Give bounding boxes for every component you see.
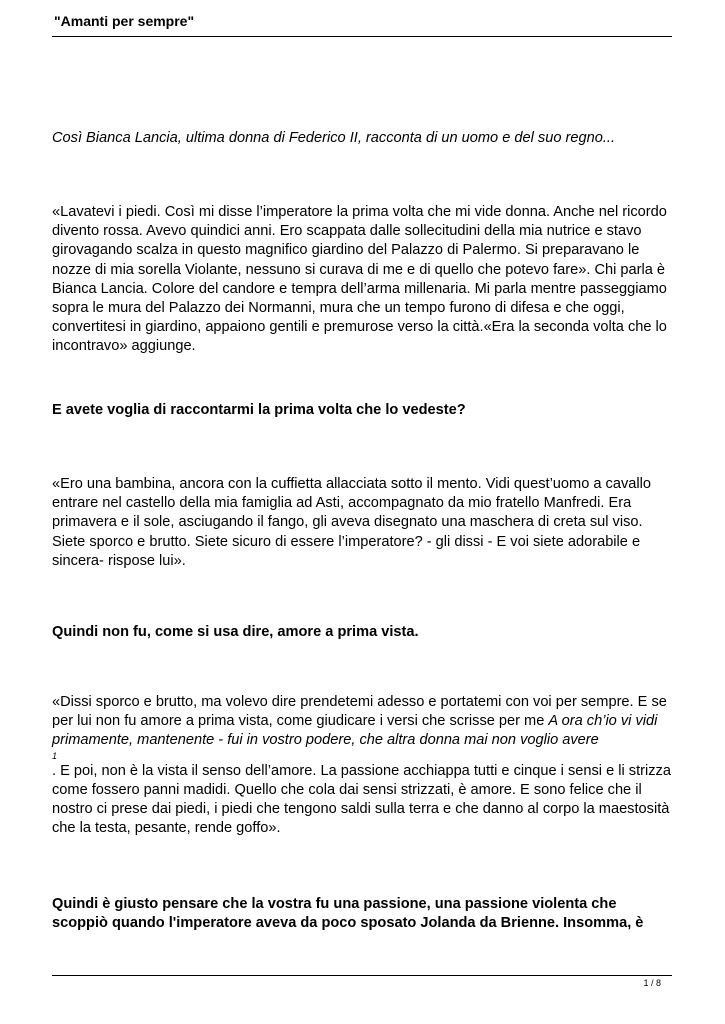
footer-divider	[52, 975, 672, 976]
document-header-title: "Amanti per sempre"	[54, 13, 195, 29]
page-number: 1 / 8	[643, 978, 661, 988]
intro-paragraph: Così Bianca Lancia, ultima donna di Federico II, racconta di un uomo e del suo regno...	[52, 130, 615, 146]
question-3: Quindi è giusto pensare che la vostra fu una passione, una passione violenta che scoppiò quando l'imperatore aveva da poco sposato Jolanda da Brienne. Insomma, è	[52, 896, 644, 932]
poem-quote: A ora ch’io vi vidi primamente, mantenente - fui in vostro podere, che altra donna mai non voglio avere	[52, 713, 658, 749]
question-2: Quindi non fu, come si usa dire, amore a prima vista.	[52, 624, 419, 640]
paragraph-1: «Lavatevi i piedi. Così mi disse l’imperatore la prima volta che mi vide donna. Anche nel ricordo divento rossa. Avevo quindici anni. Ero scappata dalle sollecitudini della mia nutrice e stavo girovagando scalza in questo magnifico giardino del Palazzo di Palermo. Si preparavano le nozze di mia sorella Violante, nessuno si curava di me e di quello che potevo fare». Chi parla è Bianca Lancia. Colore del candore e tempra dell’arma millenaria. Mi parla mentre passeggiamo sopra le mura del Palazzo dei Normanni, mura che un tempo furono di difesa e che oggi, convertitesi in giardino, appaiono gentili e premurose verso la città.«Era la seconda volta che lo incontravo» aggiunge.	[52, 204, 667, 355]
paragraph-2: «Ero una bambina, ancora con la cuffietta allacciata sotto il mento. Vidi quest’uomo a cavallo entrare nel castello della mia famiglia ad Asti, accompagnato da mio fratello Manfredi. Era primavera e il sole, asciugando il fango, gli aveva disegnato una maschera di creta sul viso. Siete sporco e brutto. Siete sicuro di essere l’imperatore? - gli dissi - E voi siete adorabile e sincera- rispose lui».	[52, 476, 651, 569]
paragraph-3-end: . E poi, non è la vista il senso dell’amore. La passione acchiappa tutti e cinque i sensi e li strizza come fossero panni madidi. Quello che cola dai sensi strizzati, è amore. E sono felice che il nostro ci prese dai piedi, i piedi che tengono saldi sulla terra e che danno al corpo la maestosità che la testa, pesante, rende goffo».	[52, 762, 671, 837]
question-1: E avete voglia di raccontarmi la prima volta che lo vedeste?	[52, 402, 466, 418]
footnote-mark: 1	[52, 750, 58, 761]
paragraph-3-start: «Dissi sporco e brutto, ma volevo dire prendetemi adesso e portatemi con voi per sempre. E se per lui non fu amore a prima vista, come giudicare i versi che scrisse per me	[52, 694, 667, 730]
header-divider	[52, 36, 672, 37]
paragraph-3	[52, 693, 674, 838]
